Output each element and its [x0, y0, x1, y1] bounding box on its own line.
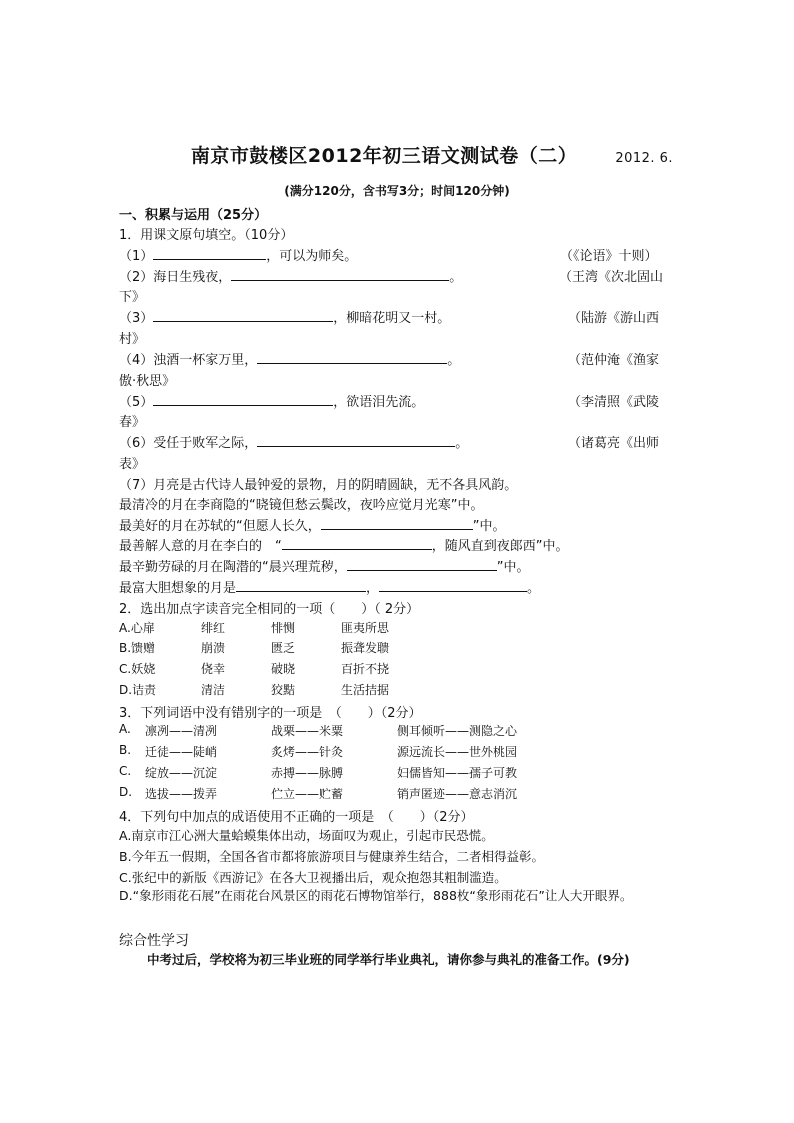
q1-item-2: （2）海日生残夜， 。: [119, 270, 463, 285]
answer-blank[interactable]: [153, 309, 333, 322]
answer-blank[interactable]: [257, 434, 455, 447]
q1-item-7-intro: （7）月亮是古代诗人最钟爱的景物，月的阴晴圆缺，无不各具风韵。: [119, 478, 518, 493]
q1-item-7-line-3: 最善解人意的月在李白的 “ ，随风直到夜郎西”中。: [119, 539, 569, 554]
section-heading-1: 一、积累与运用（25分）: [119, 208, 268, 223]
answer-blank[interactable]: [379, 579, 527, 592]
q4-option-c[interactable]: C.张纪中的新版《西游记》在各大卫视播出后，观众抱怨其粗制滥造。: [119, 870, 507, 885]
q1-item-5-source: （李清照《武陵: [568, 395, 660, 410]
question-4-stem: 4．下列句中加点的成语使用不正确的一项是 （ ）（2分）: [119, 810, 474, 825]
q1-item-2-source: （王湾《次北固山: [559, 270, 664, 285]
answer-blank[interactable]: [236, 579, 366, 592]
question-3-stem: 3．下列词语中没有错别字的一项是 （ ）（2分）: [119, 706, 422, 721]
q1-item-6-source-cont: 表》: [119, 457, 146, 472]
q4-option-b[interactable]: B.今年五一假期，全国各省市都将旅游项目与健康养生结合，二者相得益彰。: [119, 849, 545, 864]
q1-item-7-line-2: 最美好的月在苏轼的“但愿人长久， ”中。: [119, 519, 506, 534]
q1-item-7-line-5: 最富大胆想象的月是 ， 。: [119, 581, 541, 596]
q1-item-5: （5） ，欲语泪先流。: [119, 395, 425, 410]
q1-item-1: （1） ，可以为师矣。: [119, 249, 358, 264]
q1-item-2-source-cont: 下》: [119, 290, 146, 305]
answer-blank[interactable]: [231, 268, 449, 281]
answer-blank[interactable]: [347, 558, 497, 571]
q1-item-3-source: （陆游《游山西: [568, 311, 660, 326]
q1-item-5-source-cont: 春》: [119, 415, 146, 430]
q1-item-6-source: （诸葛亮《出师: [568, 436, 660, 451]
q1-item-3-source-cont: 村》: [119, 332, 146, 347]
q1-item-7-line-1: 最清冷的月在李商隐的“晓镜但愁云鬓改，夜吟应觉月光寒”中。: [119, 498, 484, 513]
page-title: 南京市鼓楼区2012年初三语文测试卷（二）: [190, 145, 578, 167]
question-2-stem: 2．选出加点字读音完全相同的一项（ ）（ 2分）: [119, 602, 420, 617]
answer-blank[interactable]: [153, 393, 333, 406]
question-1-stem: 1．用课文原句填空。（10分）: [119, 228, 294, 243]
answer-blank[interactable]: [282, 537, 432, 550]
section-heading-2: 综合性学习: [119, 933, 189, 949]
q4-option-a[interactable]: A.南京市江心洲大量蛤蟆集体出动，场面叹为观止，引起市民恐慌。: [119, 828, 494, 843]
q1-item-3: （3） ，柳暗花明又一村。: [119, 311, 451, 326]
answer-blank[interactable]: [321, 517, 473, 530]
exam-date: 2012. 6.: [615, 151, 674, 166]
q1-item-4: （4）浊酒一杯家万里， 。: [119, 353, 461, 368]
exam-info: (满分120分，含书写3分；时间120分钟): [284, 184, 510, 198]
q1-item-7-line-4: 最辛勤劳碌的月在陶潜的“晨兴理荒秽， ”中。: [119, 560, 530, 575]
answer-blank[interactable]: [257, 351, 447, 364]
q1-item-1-source: （《论语》十则）: [560, 249, 658, 264]
page-title-row: [0, 141, 794, 168]
q1-item-6: （6）受任于败军之际， 。: [119, 436, 469, 451]
answer-blank[interactable]: [153, 247, 266, 260]
q1-item-4-source-cont: 傲·秋思》: [119, 374, 176, 389]
q1-item-4-source: （范仲淹《渔家: [568, 353, 660, 368]
section-2-intro: 中考过后，学校将为初三毕业班的同学举行毕业典礼，请你参与典礼的准备工作。(9分): [147, 952, 630, 967]
q4-option-d[interactable]: D.“象形雨花石展”在雨花台风景区的雨花石博物馆举行，888枚“象形雨花石”让人大开眼界。: [119, 888, 633, 903]
